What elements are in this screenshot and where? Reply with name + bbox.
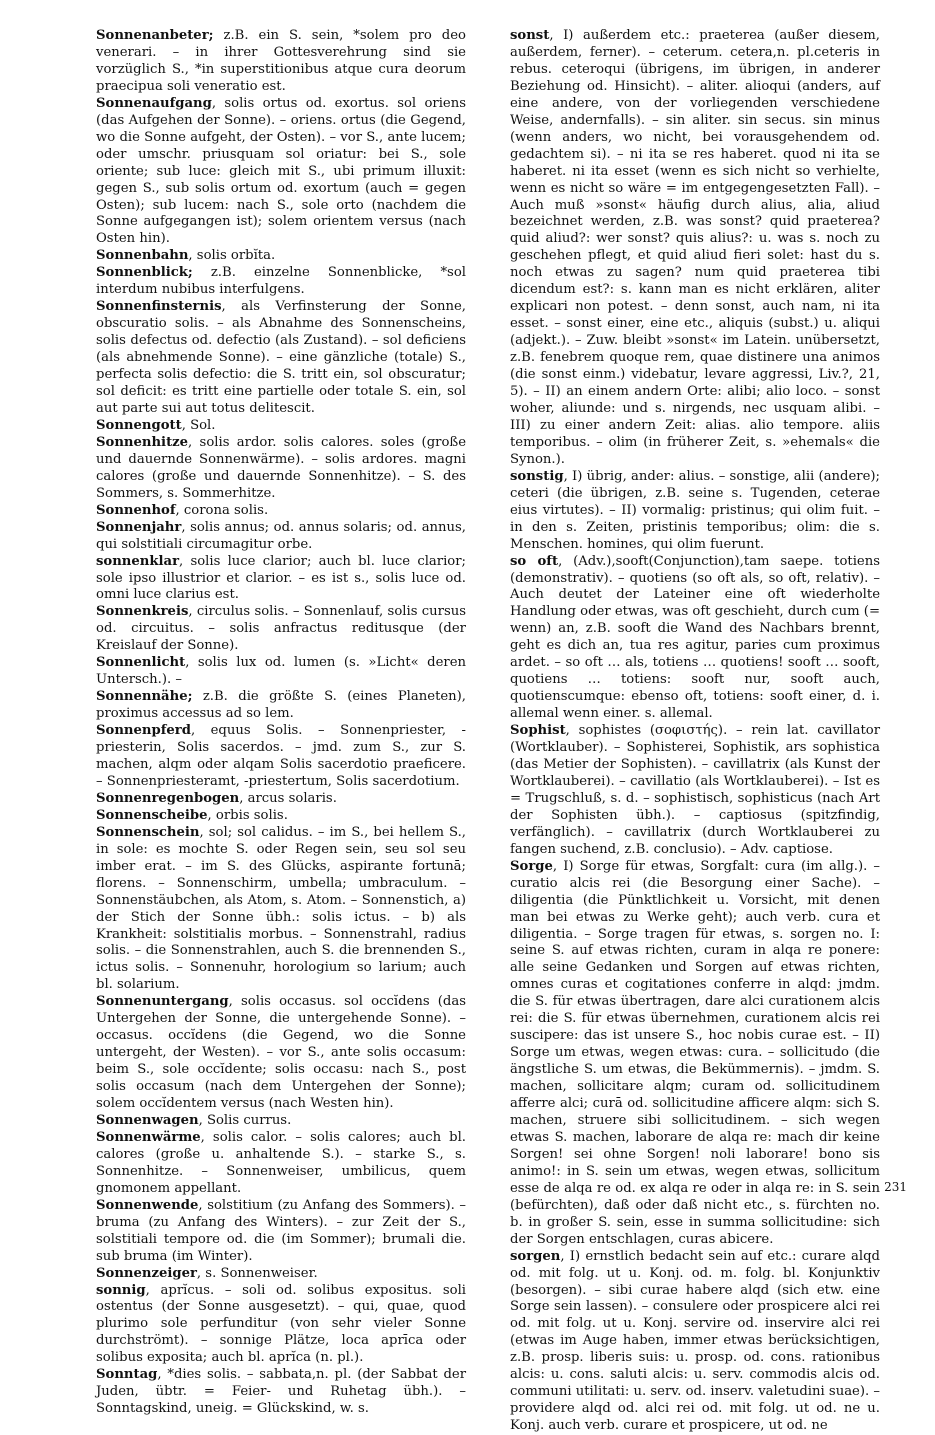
dictionary-entry	[96, 723, 466, 791]
headword: Sonnenschein	[96, 824, 200, 840]
dictionary-entry	[96, 1113, 466, 1130]
headword: Sonnennähe;	[96, 689, 193, 705]
headword: so oft	[510, 553, 559, 569]
headword: Sonnenaufgang	[96, 95, 212, 111]
entry-text: , solis annus; od. annus solaris; od. annus, qui solstitiali circumagitur orbe.	[96, 519, 466, 552]
headword: sonnig	[96, 1282, 146, 1298]
headword: Sonnenuntergang	[96, 994, 229, 1010]
headword: Sonnenwagen	[96, 1113, 199, 1128]
entry-text: , sol; sol calidus. – im S., bei hellem S., in sole: es mochte S. oder Regen sein, seu sol seu imber erat. – im S. des Glücks, aspirante fortunā; florens. – Sonnenschirm, umbella; umbraculum. – Sonnenstäubchen, als Atom, s. Atom. – Sonnenstich, a) der Stich der Sonne übh.: solis ictus. – b) als Krankheit: solstitialis morbus. – Sonnenstrahl, radius solis. – die Sonnenstrahlen, auch S. die brennenden S., ictus solis. – Sonnenuhr, horologium so larium; auch bl. solarium.	[96, 824, 466, 993]
entry-text: , aprĭcus. – soli od. solibus expositus. soli ostentus (der Sonne ausgesetzt). – qui, quae, quod plurimo sole perfunditur (von sehr vieler Sonne durchströmt). – sonnige Plätze, loca aprīca oder solibus exposita; auch bl. aprĭca (n. pl.).	[96, 1282, 466, 1366]
dictionary-entry	[510, 1249, 880, 1435]
dictionary-entry	[96, 435, 466, 503]
dictionary-entry	[96, 655, 466, 689]
entry-text: , equus Solis. – Sonnenpriester, -priesterin, Solis sacerdos. – jmd. zum S., zur S. machen, alqm oder alqam Solis sacerdotio praeficere. – Sonnenpriesteramt, -priestertum, Solis sacerdotium.	[96, 723, 466, 789]
dictionary-entry	[96, 96, 466, 249]
headword: Sonnenzeiger	[96, 1265, 197, 1281]
headword: Sonnenjahr	[96, 519, 182, 535]
headword: Sonnenregenbogen	[96, 790, 240, 806]
dictionary-entry	[96, 554, 466, 605]
dictionary-entry	[96, 1266, 466, 1283]
dictionary-entry	[510, 859, 880, 1249]
headword: sonstig	[510, 468, 564, 484]
dictionary-entry	[510, 723, 880, 859]
dictionary-entry	[96, 418, 466, 435]
headword: Sophist	[510, 723, 566, 739]
dictionary-entry	[96, 248, 466, 265]
dictionary-entry	[96, 1367, 466, 1418]
headword: Sonnengott	[96, 417, 182, 433]
dictionary-entry	[510, 554, 880, 724]
headword: Sonnenanbeter;	[96, 28, 214, 43]
page-number: 231	[884, 1180, 907, 1194]
dictionary-entry	[96, 994, 466, 1113]
headword: Sonnenbahn	[96, 248, 189, 264]
dictionary-entry	[96, 689, 466, 723]
headword: Sonnenhof	[96, 502, 176, 518]
dictionary-entry	[96, 520, 466, 554]
entry-text: , (Adv.),sooft(Conjunction),tam saepe. totiens (demonstrativ). – quotiens (so oft als, so oft, relativ). – Auch deutet der Lateiner eine oft wiederholte Handlung oder etwas, was oft geschieht, durch cum (= wenn) an, z.B. sooft die Wand des Nachbars brennt, geht es dich an, tua res agitur, paries cum proximus ardet. – so oft … als, totiens … quotiens! sooft … sooft, quotiens … totiens: sooft nur, sooft auch, quotienscumque: ebenso oft, totiens: sooft einer, d. i. allemal wenn einer. s. allemal.	[510, 553, 880, 722]
entry-text: , I) ernstlich bedacht sein auf etc.: curare alqd od. mit folg. ut u. Konj. od. m. folg. bl. Konjunktiv (besorgen). – sibi curae habere alqd (sich etw. eine Sorge sein lassen). – consulere oder prospicere alci rei od. mit folg. ut u. Konj. servire od. inservire alci rei (etwas im Auge haben, immer etwas berücksichtigen, z.B. prosp. liberis suis: u. prosp. od. cons. rationibus alcis: u. cons. saluti alcis: u. serv. commodis alcis od. communi utilitati: u. serv. od. inserv. valetudini suae). – providere alqd od. alci rei od. mit folg. ut od. ne u. Konj. auch verb. curare et prospicere, ut od. ne	[510, 1248, 880, 1434]
entry-text: , *dies solis. – sabbata,n. pl. (der Sabbat der Juden, übtr. = Feier- und Ruhetag übh.). – Sonntagskind, uneig. = Glückskind, w. s.	[96, 1367, 466, 1417]
headword: sorgen	[510, 1248, 561, 1264]
entry-text: , s. Sonnenweiser.	[196, 1265, 318, 1281]
headword: Sonnenfinsternis	[96, 299, 222, 315]
entry-text: z.B. ein S. sein, *solem pro deo venerari. – in ihrer Gottesverehrung sind sie vorzüglich S., *in superstitionibus atque cura deorum praecipua soli veneratio est.	[96, 28, 466, 94]
entry-text: , als Verfinsterung der Sonne, obscuratio solis. – als Abnahme des Sonnenscheins, solis defectus od. defectio (als Zustand). – sol deficiens (als abnehmende Sonne). – eine gänzliche (totale) S., perfecta solis defectio: die S. tritt ein, sol obscuratur; sol deficit: es tritt eine partielle oder totale S. ein, sol aut parte sui aut totus delitescit.	[96, 299, 466, 416]
entry-text: , corona solis.	[175, 502, 269, 518]
entry-text: , solis occasus. sol occĭdens (das Untergehen der Sonne, die untergehende Sonne). – occasus. occĭdens (die Gegend, wo die Sonne untergeht, der Westen). – vor S., ante solis occasum: beim S., sole occĭdente; solis occasu: nach S., post solis occasum (nach dem Untergehen der Sonne); solem occĭdentem versus (nach Westen hin).	[96, 994, 466, 1112]
headword: Sonnenblick;	[96, 265, 193, 281]
dictionary-entry	[510, 28, 880, 469]
dictionary-entry	[96, 1283, 466, 1368]
dictionary-entry	[96, 265, 466, 299]
entry-text: , arcus solaris.	[239, 790, 337, 806]
entry-text: , solis orbĭta.	[188, 248, 276, 264]
dictionary-entry	[96, 1198, 466, 1266]
entry-text: , I) außerdem etc.: praeterea (außer diesem, außerdem, ferner). – ceterum. cetera,n. pl.ceteris in rebus. ceteroqui (übrigens, im übrigen, in anderer Beziehung od. Hinsicht). – aliter. alioqui (anders, auf eine andere, von der vorliegenden verschiedene Weise, andernfalls). – sin aliter. sin secus. sin minus (wenn anders, wo nicht, bei vorausgehendem od. gedachtem si). – ni ita se res haberet. quod ni ita se haberet. ni ita esset (wenn es sich nicht so verhielte, wenn es nicht so wäre = im entgegengesetzten Fall). – Auch muß »sonst« häufig durch alius, alia, aliud bezeichnet werden, z.B. was sonst? quid praeterea? quid aliud?: wer sonst? quis alius?: u. was s. noch zu geschehen pflegt, et quid aliud fieri solet: hast du s. noch etwas zu sagen? num quid praeterea tibi dicendum est?: s. kann man es nicht erklären, aliter explicari non potest. – denn sonst, auch nam, ni ita esset. – sonst einer, eine etc., aliquis (subst.) u. aliqui (adjekt.). – Zuw. bleibt »sonst« im Latein. unübersetzt, z.B. fenebrem quoque rem, quae distinere una animos (die sonst einm.) videbatur, levare aggressi, Liv.?, 21, 5). – II) an einem andern Orte: alibi; alio loco. – sonst woher, aliunde: und s. nirgends, nec usquam alibi. – III) zu einer andern Zeit: alias. alio tempore. aliis temporibus. – olim (in früherer Zeit, s. »ehemals« die Synon.).	[510, 28, 880, 467]
right-column	[510, 28, 880, 1435]
dictionary-entry	[96, 808, 466, 825]
headword: Sonnenwärme	[96, 1129, 201, 1145]
headword: Sonnenscheibe	[96, 807, 208, 823]
entry-text: , solis lux od. lumen (s. »Licht« deren Untersch.). –	[96, 655, 466, 688]
entry-text: , I) übrig, ander: alius. – sonstige, alii (andere); ceteri (die übrigen, z.B. seine s. Tugenden, ceterae eius virtutes). – II) vormalig: pristinus; qui olim fuit. – in den s. Zeiten, pristinis temporibus; olim: die s. Menschen. homines, qui olim fuerunt.	[510, 468, 880, 552]
dictionary-entry	[96, 604, 466, 655]
dictionary-entry	[96, 791, 466, 808]
entry-text: , circulus solis. – Sonnenlauf, solis cursus od. circuitus. – solis anfractus reditusque (der Kreislauf der Sonne).	[96, 604, 466, 654]
headword: Sonnenwende	[96, 1197, 199, 1213]
entry-text: , I) Sorge für etwas, Sorgfalt: cura (im allg.). – curatio alcis rei (die Besorgung einer Sache). – diligentia (die Pünktlichkeit u. Vorsicht, mit denen man bei etwas zu Werke geht); auch verb. cura et diligentia. – Sorge tragen für etwas, s. sorgen no. I: seine S. auf etwas richten, curam in alqa re ponere: alle seine Gedanken und Sorgen auf etwas richten, omnes curas et cogitationes conferre in alqd: jmdm. die S. für etwas übertragen, dare alci curationem alcis rei: die S. für etwas übernehmen, curationem alcis rei suscipere: das ist unsere S., hoc nobis curae est. – II) Sorge um etwas, wegen etwas: cura. – sollicitudo (die ängstliche S. um etwas, die Bekümmernis). – jmdm. S. machen, sollicitare alqm; curam od. sollicitudinem afferre alci; curā od. sollicitudine afficere alqm: sich S. machen, struere sibi sollicitudinem. – sich wegen etwas S. machen, laborare de alqa re: mach dir keine Sorgen! sei ohne Sorgen! noli laborare! bono sis animo!: in S. sein um etwas, wegen etwas, sollicitum esse de alqa re od. ex alqa re oder in alqa re: in S. sein (befürchten), daß oder daß nicht etc., s. fürchten no. b. in großer S. sein, esse in summa sollicitudine: sich der Sorgen entschlagen, curas abicere.	[510, 858, 880, 1247]
entry-text: , solstitium (zu Anfang des Sommers). – bruma (zu Anfang des Winters). – zur Zeit der S., solstitiali tempore od. die (im Sommer); brumali die. sub bruma (im Winter).	[96, 1197, 466, 1264]
headword: Sonnenkreis	[96, 604, 189, 620]
entry-text: z.B. die größte S. (eines Planeten), proximus accessus ad so lem.	[96, 689, 466, 722]
headword: sonst	[510, 28, 550, 43]
dictionary-entry	[96, 1130, 466, 1198]
dictionary-entry	[510, 469, 880, 554]
entry-text: , sophistes (σοφιστής). – rein lat. cavillator (Wortklauber). – Sophisterei, Sophistik, ars sophistica (das Metier der Sophisten). – cavillatrix (als Kunst der Wortklauberei). – cavillatio (als Wortklauberei). – Ist es = Trugschluß, s. d. – sophistisch, sophisticus (nach Art der Sophisten übh.). – captiosus (spitzfindig, verfänglich). – cavillatrix (durch Wortklauberei zu fangen suchend, z.B. conclusio). – Adv. captiose.	[510, 723, 880, 857]
entry-text: , solis ardor. solis calores. soles (große und dauernde Sonnenwärme). – solis ardores. magni calores (große und dauernde Sonnenhitze). – S. des Sommers, s. Sommerhitze.	[96, 434, 466, 501]
dictionary-entry	[96, 299, 466, 418]
headword: Sonnenlicht	[96, 655, 186, 671]
entry-text: , orbis solis.	[207, 807, 288, 823]
dictionary-entry	[96, 28, 466, 96]
headword: Sorge	[510, 858, 553, 874]
entry-text: , solis calor. – solis calores; auch bl. calores (große u. anhaltende S.). – starke S., s. Sonnenhitze. – Sonnenweiser, umbilicus, quem gnomonem appellant.	[96, 1129, 466, 1196]
entry-text: z.B. einzelne Sonnenblicke, *sol interdum nubibus interfulgens.	[96, 265, 466, 298]
dictionary-entry	[96, 503, 466, 520]
headword: sonnenklar	[96, 553, 180, 569]
headword: Sonntag	[96, 1367, 158, 1383]
entry-text: , Sol.	[181, 417, 216, 433]
headword: Sonnenpferd	[96, 723, 191, 739]
headword: Sonnenhitze	[96, 434, 189, 450]
entry-text: , Solis currus.	[198, 1113, 292, 1128]
entry-text: , solis ortus od. exortus. sol oriens (das Aufgehen der Sonne). – oriens. ortus (die Gegend, wo die Sonne aufgeht, der Osten). – vor S., ante lucem; oder umschr. priusquam sol oriatur: bei S., sole oriente; sub luce: gleich mit S., ubi primum illuxit: gegen S., sub solis ortum od. exortum (auch = gegen Osten); sub lucem: nach S., sole orto (nachdem die Sonne aufgegangen ist); solem orientem versus (nach Osten hin).	[96, 95, 466, 247]
entry-text: , solis luce clarior; auch bl. luce clarior; sole ipso illustrior et clarior. – es ist s., solis luce od. omni luce clarius est.	[96, 553, 466, 603]
dictionary-entry	[96, 825, 466, 995]
